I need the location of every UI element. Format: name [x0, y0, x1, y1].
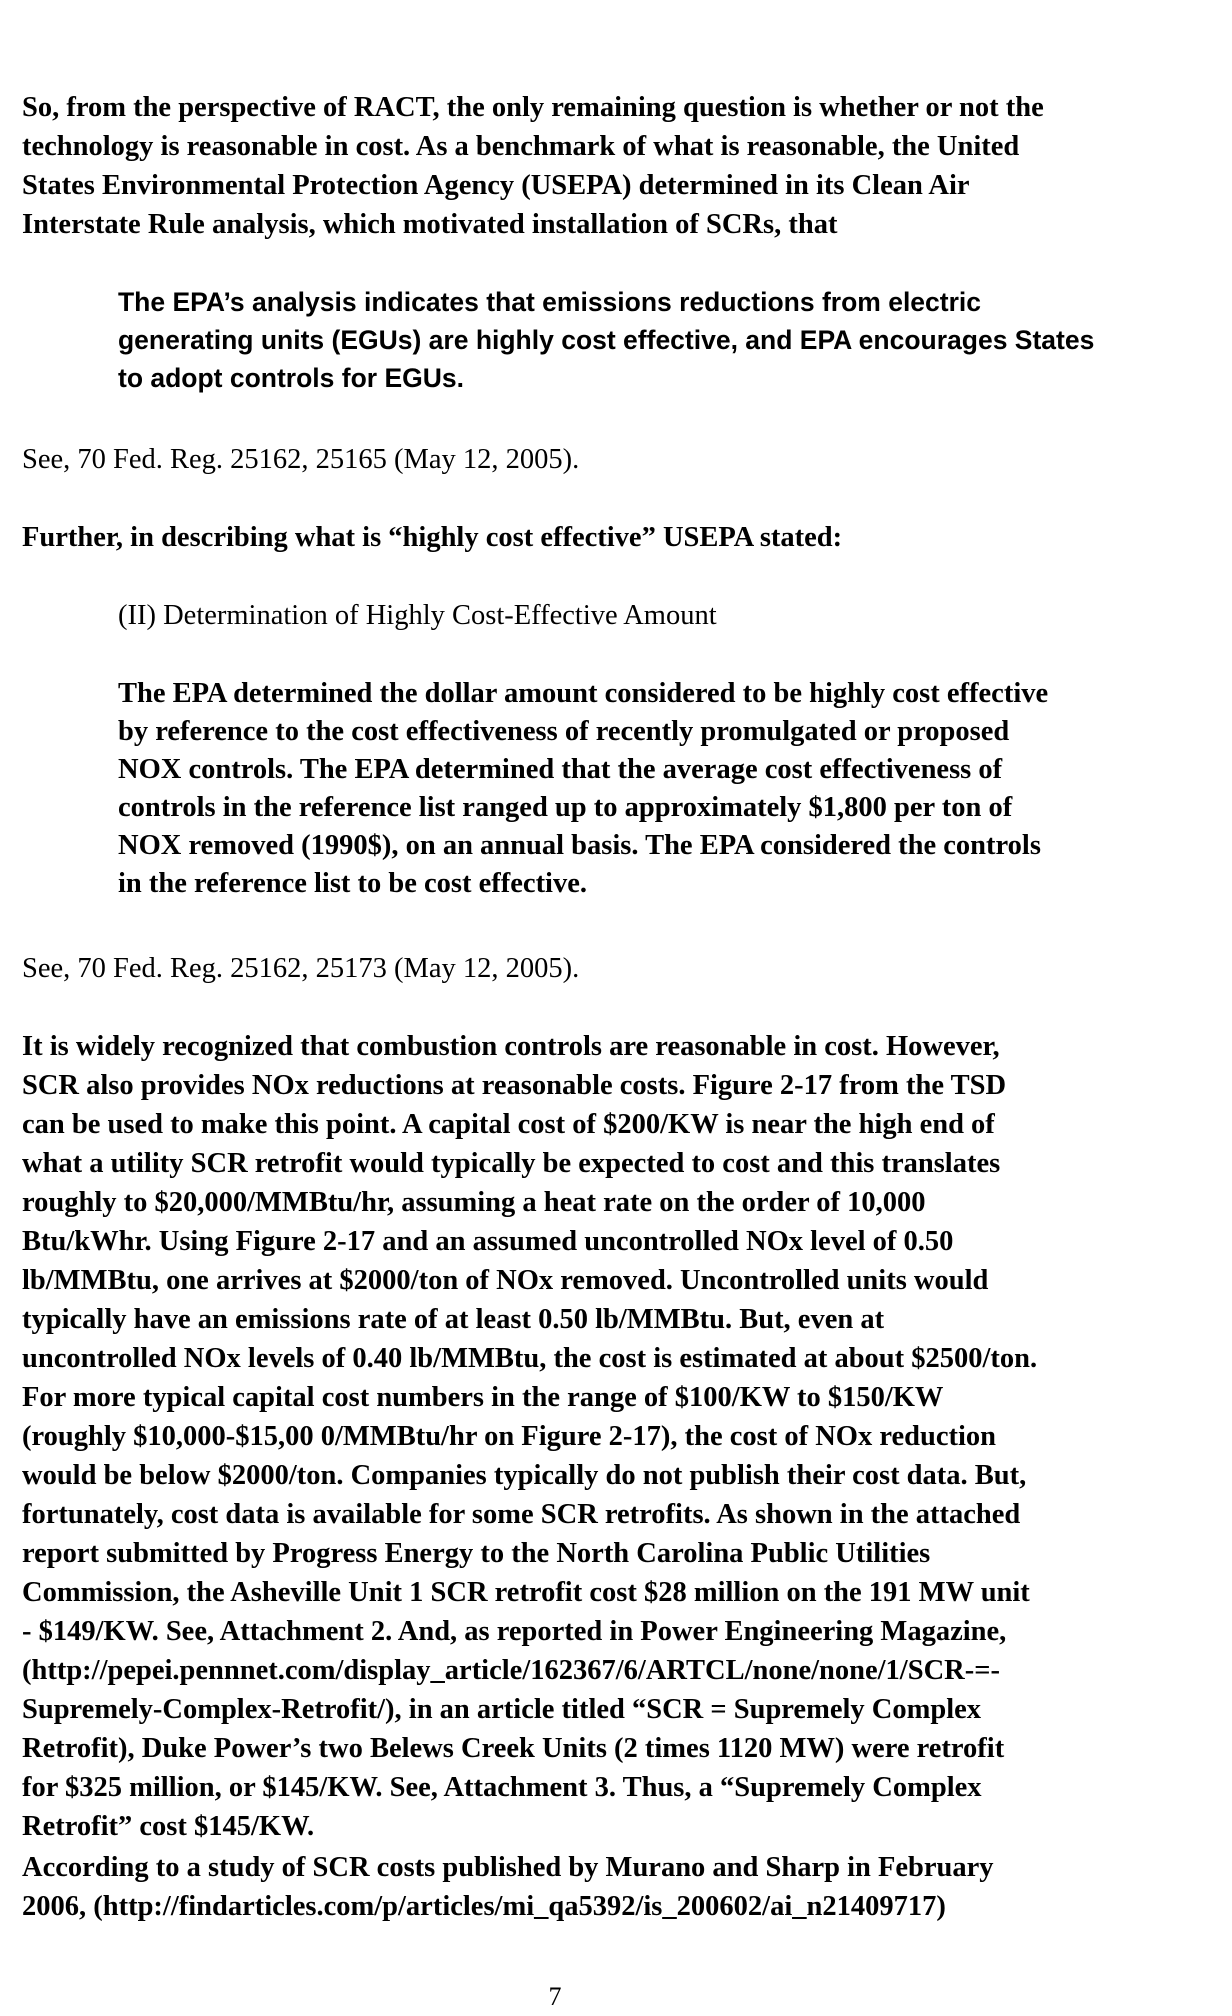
text-line: (http://pepei.pennnet.com/display_article/162367/6/ARTCL/none/none/1/SCR-=- — [22, 1655, 1000, 1686]
paragraph-murano-sharp-study — [22, 1848, 1212, 1926]
text-line: controls in the reference list ranged up to approximately $1,800 per ton of — [118, 792, 1013, 823]
text-line: NOX removed (1990$), on an annual basis. The EPA considered the controls — [118, 830, 1041, 861]
text-line: Commission, the Asheville Unit 1 SCR retrofit cost $28 million on the 191 MW unit — [22, 1577, 1030, 1608]
text-line: uncontrolled NOx levels of 0.40 lb/MMBtu, the cost is estimated at about $2500/ton. — [22, 1343, 1038, 1374]
text-line: SCR also provides NOx reductions at reasonable costs. Figure 2-17 from the TSD — [22, 1070, 1007, 1101]
text-line: (roughly $10,000-$15,00 0/MMBtu/hr on Figure 2-17), the cost of NOx reduction — [22, 1421, 996, 1452]
text-line: can be used to make this point. A capital cost of $200/KW is near the high end of — [22, 1109, 995, 1140]
text-line: what a utility SCR retrofit would typically be expected to cost and this translates — [22, 1148, 1001, 1179]
text-line: - $149/KW. See, Attachment 2. And, as reported in Power Engineering Magazine, — [22, 1616, 1007, 1647]
text-line: typically have an emissions rate of at least 0.50 lb/MMBtu. But, even at — [22, 1304, 885, 1335]
text-line: 2006, (http://findarticles.com/p/articles/mi_qa5392/is_200602/ai_n21409717) — [22, 1891, 946, 1922]
text-line: The EPA’s analysis indicates that emissions reductions from electric — [118, 287, 982, 317]
text-line: by reference to the cost effectiveness of recently promulgated or proposed — [118, 716, 1010, 747]
block-quote-heading: (II) Determination of Highly Cost-Effective Amount — [118, 600, 717, 631]
block-quote-cost-effectiveness — [118, 675, 1208, 903]
text-line: States Environmental Protection Agency (USEPA) determined in its Clean Air — [22, 170, 970, 201]
text-line: Btu/kWhr. Using Figure 2-17 and an assumed uncontrolled NOx level of 0.50 — [22, 1226, 954, 1257]
text-line: to adopt controls for EGUs. — [118, 363, 464, 393]
text-line: The EPA determined the dollar amount considered to be highly cost effective — [118, 678, 1049, 709]
text-line: According to a study of SCR costs published by Murano and Sharp in February — [22, 1852, 994, 1883]
paragraph-scr-costs — [22, 1027, 1212, 1846]
text-line: for $325 million, or $145/KW. See, Attachment 3. Thus, a “Supremely Complex — [22, 1772, 982, 1803]
text-line: For more typical capital cost numbers in the range of $100/KW to $150/KW — [22, 1382, 944, 1413]
text-line: generating units (EGUs) are highly cost effective, and EPA encourages States — [118, 325, 1095, 355]
text-line: Interstate Rule analysis, which motivated installation of SCRs, that — [22, 209, 838, 240]
paragraph-highly-cost-effective: Further, in describing what is “highly cost effective” USEPA stated: — [22, 522, 843, 553]
text-line: report submitted by Progress Energy to the North Carolina Public Utilities — [22, 1538, 931, 1569]
citation-1: See, 70 Fed. Reg. 25162, 25165 (May 12, 2005). — [22, 444, 580, 475]
block-quote-epa-analysis — [118, 283, 1208, 397]
text-line: So, from the perspective of RACT, the only remaining question is whether or not the — [22, 92, 1044, 123]
text-line: NOX controls. The EPA determined that the average cost effectiveness of — [118, 754, 1003, 785]
text-line: lb/MMBtu, one arrives at $2000/ton of NOx removed. Uncontrolled units would — [22, 1265, 989, 1296]
text-line: fortunately, cost data is available for some SCR retrofits. As shown in the attached — [22, 1499, 1021, 1530]
text-line: Retrofit” cost $145/KW. — [22, 1811, 315, 1842]
text-line: It is widely recognized that combustion controls are reasonable in cost. However, — [22, 1031, 1000, 1062]
text-line: technology is reasonable in cost. As a benchmark of what is reasonable, the United — [22, 131, 1020, 162]
paragraph-ract-intro — [22, 88, 1212, 244]
text-line: Supremely-Complex-Retrofit/), in an article titled “SCR = Supremely Complex — [22, 1694, 982, 1725]
text-line: Retrofit), Duke Power’s two Belews Creek Units (2 times 1120 MW) were retrofit — [22, 1733, 1005, 1764]
page-number: 7 — [548, 1982, 562, 2011]
text-line: would be below $2000/ton. Companies typically do not publish their cost data. But, — [22, 1460, 1027, 1491]
text-line: roughly to $20,000/MMBtu/hr, assuming a heat rate on the order of 10,000 — [22, 1187, 926, 1218]
citation-2: See, 70 Fed. Reg. 25162, 25173 (May 12, 2005). — [22, 953, 580, 984]
text-line: in the reference list to be cost effective. — [118, 868, 587, 899]
